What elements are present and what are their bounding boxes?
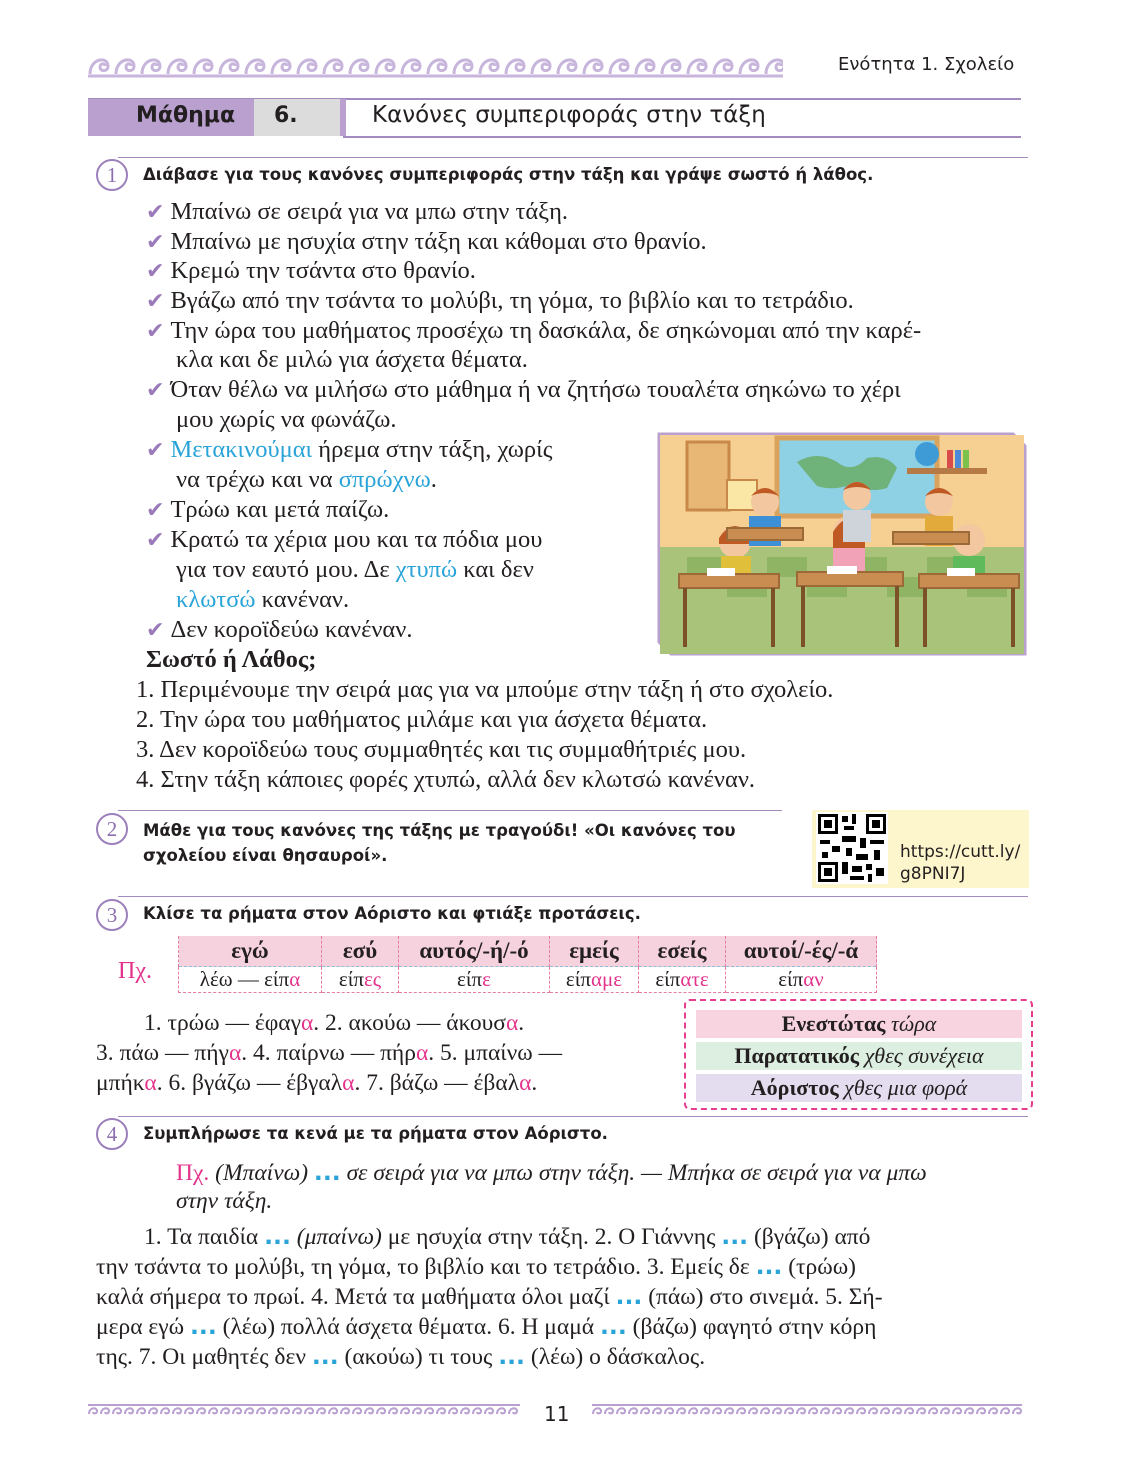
qr-code-icon (816, 812, 888, 884)
tense-meaning: χθες συνέχεια (864, 1043, 984, 1068)
fill-line (96, 1342, 705, 1371)
exercise-number-2: 2 (96, 813, 128, 845)
rule-item (146, 616, 412, 644)
blank-dots: ... (189, 1312, 217, 1340)
vocab-word: Μετακινούμαι (170, 436, 313, 463)
rule-text: . (430, 466, 437, 493)
forms-row (179, 967, 877, 993)
rule-text: Δεν κοροϊδεύω κανέναν. (170, 616, 413, 643)
tense-meaning: τώρα (890, 1011, 937, 1036)
example-label: Πχ. (118, 958, 152, 984)
rule-item (146, 376, 901, 404)
divider (343, 136, 1021, 138)
exercise-2-line1: Μάθε για τους κανόνες της τάξης με τραγούδι! «Οι κανόνες του (143, 821, 736, 840)
tense-name: Αόριστος (750, 1075, 839, 1100)
verb-text: . (518, 1010, 525, 1036)
lesson-number-box (254, 99, 340, 136)
rule-text: κλα και δε μιλώ για άσχετα θέματα. (176, 346, 528, 373)
verb-ending: α (519, 1070, 532, 1096)
page-number: 11 (544, 1402, 570, 1426)
form-stem: είπ (457, 967, 483, 991)
rule-text (176, 466, 437, 494)
rule-text (176, 556, 534, 584)
form-ending: αν (803, 967, 824, 991)
statement: 1. Περιμένουμε την σειρά μας για να μπούμε στην τάξη ή στο σχολείο. (136, 676, 834, 703)
lesson-label-box (88, 99, 254, 136)
url-line1[interactable]: https://cutt.ly/ (900, 842, 1021, 862)
form-ending: ε (482, 967, 491, 991)
unit-title: Ενότητα 1. Σχολείο (838, 54, 1015, 75)
blank-dots: ... (600, 1312, 627, 1340)
url-line2[interactable]: g8PNI7J (900, 864, 966, 884)
verb-text: . 5. μπαίνω — (428, 1040, 563, 1066)
rule-text: Μπαίνω με ησυχία στην τάξη και κάθομαι στο θρανίο. (170, 228, 707, 255)
rule-item (146, 198, 568, 226)
classroom-illustration (657, 432, 1027, 656)
exercise-2-line2: σχολείου είναι θησαυροί». (143, 846, 388, 865)
vocab-word: κλωτσώ (176, 586, 256, 613)
rule-text: Τρώω και μετά παίζω. (170, 496, 390, 523)
footer-wave-right-icon (592, 1404, 1022, 1418)
blank-dots: ... (313, 1158, 341, 1186)
tense-name: Παρατατικός (734, 1043, 860, 1068)
exercise-3-instruction: Κλίσε τα ρήματα στον Αόριστο και φτιάξε προτάσεις. (143, 904, 641, 923)
pronoun-cell: εμείς (550, 936, 639, 967)
lesson-number: 6. (274, 103, 298, 128)
rule-item (146, 257, 476, 285)
tense-row (696, 1074, 1022, 1102)
exercise-number-4: 4 (96, 1118, 128, 1150)
check-icon: ✔ (146, 498, 165, 523)
check-icon: ✔ (146, 438, 165, 463)
form-cell (399, 967, 550, 993)
form-cell (550, 967, 639, 993)
rule-item (146, 228, 707, 256)
form-ending: αμε (590, 967, 623, 991)
fill-text: (βάζω) φαγητό στην κόρη (626, 1314, 877, 1340)
check-icon: ✔ (146, 618, 165, 643)
example-line (176, 1158, 927, 1187)
pronoun-cell: εγώ (179, 936, 322, 967)
lesson-title: Κανόνες συμπεριφοράς στην τάξη (372, 102, 766, 128)
verb-ending: α (415, 1040, 429, 1066)
check-icon: ✔ (146, 200, 165, 225)
example-label: Πχ. (176, 1160, 210, 1186)
verb-text: . 2. ακούω — άκουσ (313, 1010, 506, 1036)
verb-ending: α (505, 1010, 519, 1036)
verb-ending: α (342, 1070, 355, 1096)
divider (118, 896, 1028, 897)
rule-text: για τον εαυτό μου. Δε (176, 556, 396, 583)
wave-border-icon (88, 50, 783, 80)
fill-text: (βγάζω) από (748, 1224, 871, 1250)
pronoun-cell: εσύ (322, 936, 399, 967)
fill-text: (λέω) πολλά άσχετα θέματα. 6. Η μαμά (216, 1314, 600, 1340)
rule-text (176, 586, 349, 614)
fill-line (96, 1312, 876, 1341)
exercise-1-instruction: Διάβασε για τους κανόνες συμπεριφοράς στην τάξη και γράψε σωστό ή λάθος. (143, 165, 874, 184)
blank-dots: ... (498, 1342, 525, 1370)
form-stem: λέω — είπ (199, 967, 290, 991)
check-icon: ✔ (146, 528, 165, 553)
verb-ending: α (228, 1040, 242, 1066)
true-false-title: Σωστό ή Λάθος; (146, 646, 317, 673)
pronoun-cell: αυτός/-ή/-ό (399, 936, 550, 967)
rule-item (146, 317, 921, 345)
statement: 4. Στην τάξη κάποιες φορές χτυπώ, αλλά δεν κλωτσώ κανέναν. (136, 766, 756, 793)
verb-text: 3. πάω — πήγ (96, 1040, 229, 1066)
statement: 3. Δεν κοροϊδεύω τους συμμαθητές και τις συμμαθήτριές μου. (136, 736, 747, 763)
verb-text: . 4. παίρνω — πήρ (241, 1040, 416, 1066)
fill-text: (λέω) ο δάσκαλος. (525, 1344, 706, 1370)
fill-text: (ακούω) τι τους (338, 1344, 499, 1370)
check-icon: ✔ (146, 319, 165, 344)
exercise-number-1: 1 (96, 159, 128, 191)
rule-text: μου χωρίς να φωνάζω. (176, 406, 397, 433)
pronoun-cell: εσείς (639, 936, 726, 967)
verbs-line (144, 1010, 524, 1037)
fill-text: την τσάντα το μολύβι, τη γόμα, το βιβλίο και το τετράδιο. 3. Εμείς δε (96, 1254, 756, 1280)
tense-row (696, 1042, 1022, 1070)
rule-text: Την ώρα του μαθήματος προσέχω τη δασκάλα, δε σηκώνομαι από την καρέ- (170, 317, 922, 344)
fill-line (96, 1252, 856, 1281)
tense-name: Ενεστώτας (781, 1011, 886, 1036)
qr-card[interactable] (812, 810, 1029, 888)
blank-dots: ... (615, 1282, 643, 1310)
conjugation-table (178, 936, 877, 993)
tense-legend (684, 999, 1033, 1110)
tense-row (696, 1010, 1022, 1038)
fill-verb: (μπαίνω) (296, 1224, 382, 1250)
fill-line (144, 1222, 870, 1251)
page-header (0, 0, 1133, 90)
fill-text: μερα εγώ (96, 1314, 190, 1340)
verb-ending: α (300, 1010, 314, 1036)
verb-text: μπήκ (96, 1070, 145, 1096)
example-verb: (Μπαίνω) (215, 1160, 309, 1186)
rule-text: Μπαίνω σε σειρά για να μπω στην τάξη. (170, 198, 569, 225)
verbs-line (96, 1070, 537, 1097)
rule-text: ήρεμα στην τάξη, χωρίς (312, 436, 553, 463)
example-text: σε σειρά για να μπω στην τάξη. — Μπήκα σε σειρά για να μπω (340, 1160, 927, 1186)
form-stem: είπ (565, 967, 591, 991)
form-ending: α (289, 967, 301, 991)
rule-text: να τρέχω και να (176, 466, 339, 493)
fill-text: 1. Τα παιδία (144, 1224, 265, 1250)
statement: 2. Την ώρα του μαθήματος μιλάμε και για άσχετα θέματα. (136, 706, 708, 733)
rule-text: Κρεμώ την τσάντα στο θρανίο. (170, 257, 476, 284)
check-icon: ✔ (146, 289, 165, 314)
check-icon: ✔ (146, 378, 165, 403)
divider (118, 810, 782, 811)
verbs-line (96, 1040, 562, 1067)
rule-text: κανέναν. (255, 586, 350, 613)
exercise-4-instruction: Συμπλήρωσε τα κενά με τα ρήματα στον Αόριστο. (143, 1124, 608, 1143)
verb-text: . 7. βάζω — έβαλ (354, 1070, 520, 1096)
rule-text: Κρατώ τα χέρια μου και τα πόδια μου (170, 526, 543, 553)
form-cell (639, 967, 726, 993)
rule-item (146, 436, 552, 464)
form-stem: είπ (338, 967, 364, 991)
rule-item (146, 496, 389, 524)
exercise-number-3: 3 (96, 899, 128, 931)
check-icon: ✔ (146, 259, 165, 284)
pronoun-row (179, 936, 877, 967)
lesson-bar (88, 99, 1021, 137)
verb-ending: α (144, 1070, 157, 1096)
rule-item (146, 526, 542, 554)
rule-item (146, 287, 854, 315)
form-cell (179, 967, 322, 993)
verb-text: . (531, 1070, 538, 1096)
fill-text: της. 7. Οι μαθητές δεν (96, 1344, 312, 1370)
form-cell (322, 967, 399, 993)
fill-text: (τρώω) (782, 1254, 856, 1280)
fill-text: καλά σήμερα το πρωί. 4. Μετά τα μαθήματα όλοι μαζί (96, 1284, 616, 1310)
form-ending: ες (363, 967, 382, 991)
fill-text: με ησυχία στην τάξη. 2. Ο Γιάννης (381, 1224, 722, 1250)
blank-dots: ... (721, 1222, 749, 1250)
pronoun-cell: αυτοί/-ές/-ά (726, 936, 877, 967)
check-icon: ✔ (146, 230, 165, 255)
blank-dots: ... (755, 1252, 783, 1280)
verb-text: 1. τρώω — έφαγ (144, 1010, 301, 1036)
divider (118, 1116, 1028, 1117)
lesson-gap (340, 99, 346, 136)
form-cell (726, 967, 877, 993)
blank-dots: ... (311, 1342, 339, 1370)
divider (118, 157, 1028, 158)
lesson-label: Μάθημα (136, 103, 236, 128)
example-line: στην τάξη. (176, 1188, 273, 1214)
form-stem: είπ (655, 967, 681, 991)
rule-text: και δεν (457, 556, 534, 583)
rule-text: Βγάζω από την τσάντα το μολύβι, τη γόμα, το βιβλίο και το τετράδιο. (170, 287, 854, 314)
vocab-word: σπρώχνω (338, 466, 431, 493)
blank-dots: ... (264, 1222, 291, 1250)
classroom-icon (657, 432, 1027, 656)
form-ending: ατε (680, 967, 709, 991)
tense-meaning: χθες μια φορά (844, 1075, 968, 1100)
fill-text: (πάω) στο σινεμά. 5. Σή- (642, 1284, 883, 1310)
verb-text: . 6. βγάζω — έβγαλ (156, 1070, 343, 1096)
form-stem: είπ (778, 967, 804, 991)
footer-wave-left-icon (88, 1404, 520, 1418)
fill-line (96, 1282, 883, 1311)
rule-text: Όταν θέλω να μιλήσω στο μάθημα ή να ζητήσω τουαλέτα σηκώνω το χέρι (170, 376, 901, 403)
vocab-word: χτυπώ (395, 556, 458, 583)
